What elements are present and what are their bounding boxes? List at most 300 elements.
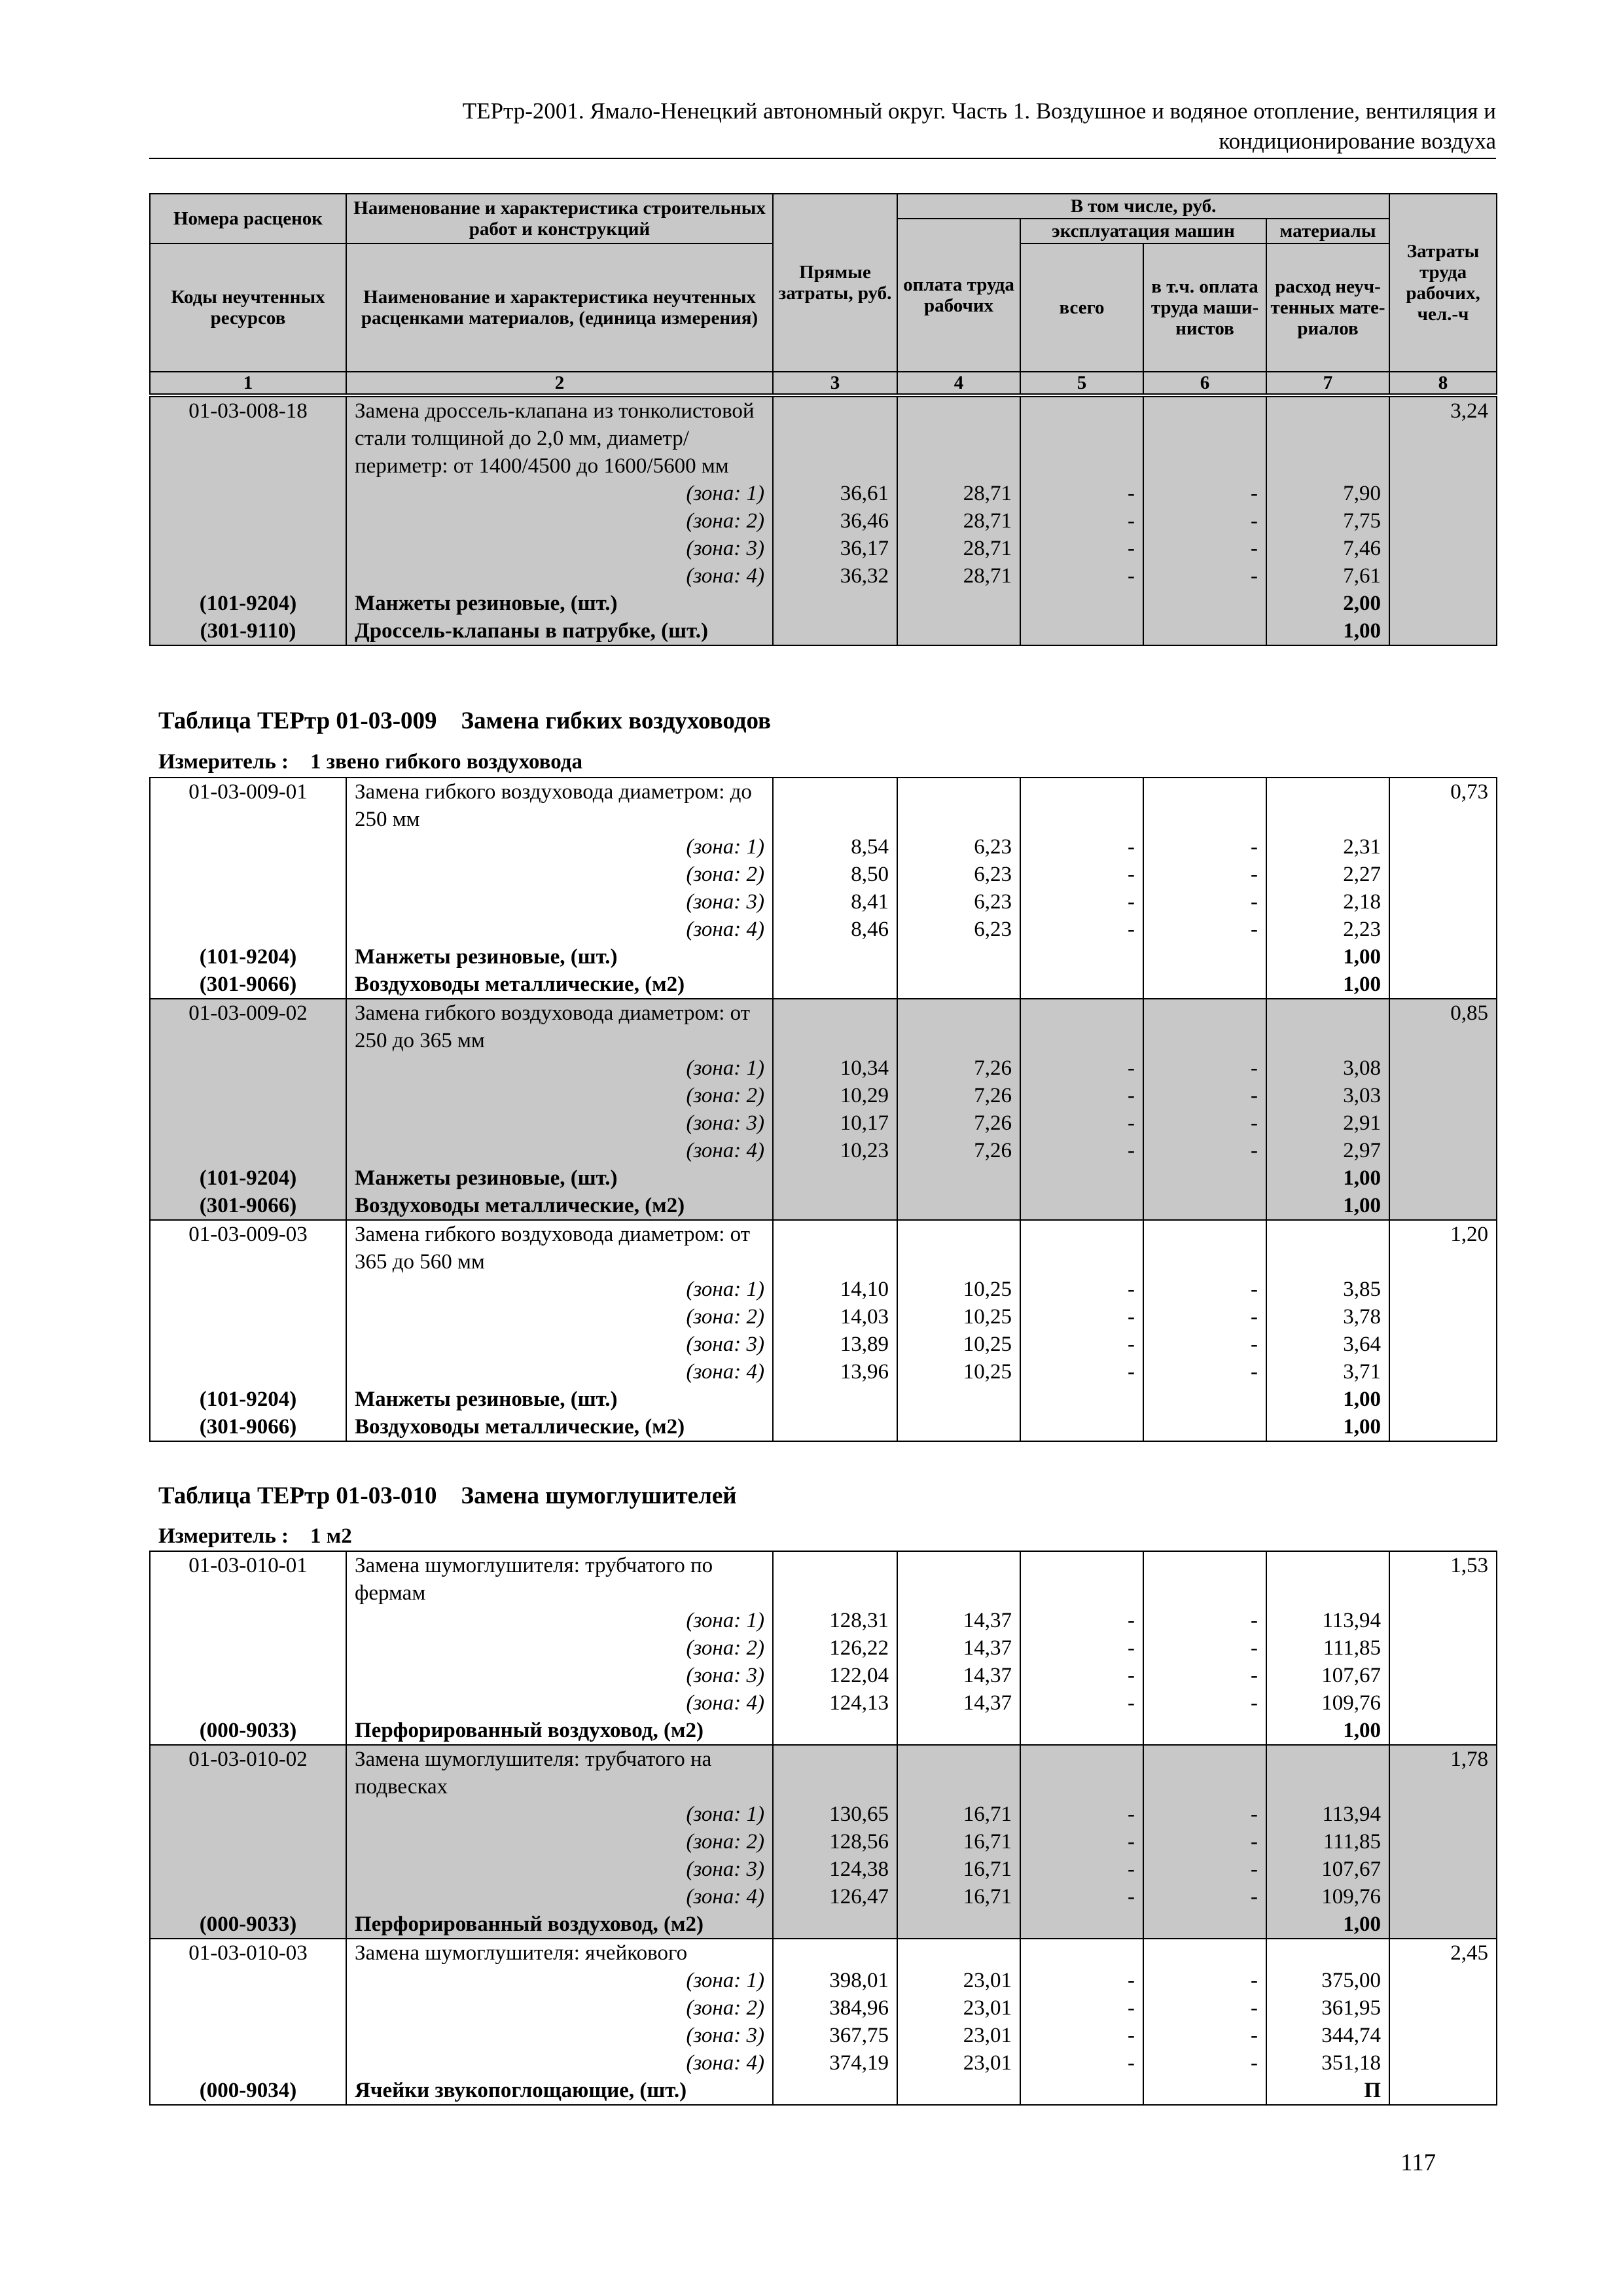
resource-code: (101-9204) [150, 590, 346, 617]
wage-cost: 10,25 [897, 1358, 1020, 1386]
resource-name: Манжеты резиновые, (шт.) [346, 1164, 773, 1192]
rate-code: 01-03-010-02 [150, 1745, 346, 1801]
empty-cell [1143, 943, 1266, 971]
empty-cell [1389, 1109, 1497, 1137]
empty-cell [1389, 1717, 1497, 1745]
resource-row [150, 971, 1497, 999]
empty-cell [1389, 1634, 1497, 1662]
resource-row [150, 1413, 1497, 1441]
resource-row [150, 590, 1497, 617]
empty-cell [1389, 1082, 1497, 1109]
resource-row [150, 617, 1497, 645]
empty-cell [1020, 1551, 1143, 1607]
unit-value: 1 м2 [310, 1524, 352, 1548]
machine-cost: - [1020, 1994, 1143, 2022]
machine-cost: - [1020, 1358, 1143, 1386]
materials-cost: 7,90 [1266, 480, 1389, 507]
resource-quantity: 1,00 [1266, 1413, 1389, 1441]
zone-label: (зона: 3) [346, 1109, 773, 1137]
wage-cost: 23,01 [897, 1994, 1020, 2022]
rate-title-row [150, 1220, 1497, 1276]
zone-row [150, 1358, 1497, 1386]
empty-cell [1389, 2049, 1497, 2077]
direct-cost: 8,46 [773, 916, 897, 943]
machinist-wage: - [1143, 861, 1266, 888]
zone-row [150, 861, 1497, 888]
direct-cost: 126,22 [773, 1634, 897, 1662]
empty-cell [150, 1689, 346, 1717]
machinist-wage: - [1143, 2049, 1266, 2077]
rates-table-01-03-010 [149, 1551, 1497, 2106]
column-number: 2 [346, 372, 773, 394]
materials-cost: 361,95 [1266, 1994, 1389, 2022]
machine-cost: - [1020, 1607, 1143, 1634]
zone-row [150, 1856, 1497, 1883]
empty-cell [897, 2077, 1020, 2105]
direct-cost: 124,38 [773, 1856, 897, 1883]
empty-cell [1389, 507, 1497, 535]
empty-cell [1389, 1689, 1497, 1717]
table-title-name: Замена гибких воздуховодов [461, 708, 772, 734]
wage-cost: 23,01 [897, 1967, 1020, 1994]
empty-cell [773, 999, 897, 1054]
wage-cost: 6,23 [897, 916, 1020, 943]
machine-cost: - [1020, 1856, 1143, 1883]
direct-cost: 128,31 [773, 1607, 897, 1634]
wage-cost: 16,71 [897, 1828, 1020, 1856]
empty-cell [773, 1745, 897, 1801]
zone-row [150, 1137, 1497, 1164]
materials-cost: 3,71 [1266, 1358, 1389, 1386]
header-rates-number: Номера расценок [150, 194, 346, 243]
wage-cost: 7,26 [897, 1054, 1020, 1082]
rate-code: 01-03-009-02 [150, 999, 346, 1054]
column-number: 3 [773, 372, 897, 394]
machine-cost: - [1020, 1634, 1143, 1662]
zone-row [150, 562, 1497, 590]
direct-cost: 128,56 [773, 1828, 897, 1856]
machinist-wage: - [1143, 1358, 1266, 1386]
machinist-wage: - [1143, 1607, 1266, 1634]
header-resource-codes: Коды неучтенных ресурсов [150, 243, 346, 372]
rate-title-row [150, 1551, 1497, 1607]
empty-cell [1020, 1910, 1143, 1939]
empty-cell [1389, 535, 1497, 562]
materials-cost: 7,46 [1266, 535, 1389, 562]
empty-cell [897, 1164, 1020, 1192]
direct-cost: 126,47 [773, 1883, 897, 1910]
direct-cost: 384,96 [773, 1994, 897, 2022]
resource-code: (000-9034) [150, 2077, 346, 2105]
work-description: Замена шумоглушителя: трубчатого на подвесках [346, 1745, 773, 1801]
resource-name: Воздуховоды металлические, (м2) [346, 971, 773, 999]
zone-row [150, 1607, 1497, 1634]
labor-cost: 2,45 [1389, 1939, 1497, 1967]
resource-code: (101-9204) [150, 1164, 346, 1192]
zone-label: (зона: 3) [346, 2022, 773, 2049]
direct-cost: 8,54 [773, 833, 897, 861]
machinist-wage: - [1143, 1137, 1266, 1164]
rate-code: 01-03-009-03 [150, 1220, 346, 1276]
wage-cost: 14,37 [897, 1634, 1020, 1662]
materials-cost: 109,76 [1266, 1883, 1389, 1910]
empty-cell [1389, 1413, 1497, 1441]
empty-cell [1143, 971, 1266, 999]
zone-label: (зона: 1) [346, 1054, 773, 1082]
rate-title-row [150, 999, 1497, 1054]
empty-cell [1143, 1910, 1266, 1939]
materials-cost: 3,85 [1266, 1276, 1389, 1303]
materials-cost: 375,00 [1266, 1967, 1389, 1994]
machine-cost: - [1020, 2022, 1143, 2049]
resource-name: Дроссель-клапаны в патрубке, (шт.) [346, 617, 773, 645]
direct-cost: 10,29 [773, 1082, 897, 1109]
machine-cost: - [1020, 1967, 1143, 1994]
rate-title-row [150, 1939, 1497, 1967]
empty-cell [897, 1939, 1020, 1967]
zone-row [150, 1662, 1497, 1689]
header-work-name: Наименование и характеристика строительных работ и конструкций [346, 194, 773, 243]
machinist-wage: - [1143, 888, 1266, 916]
machine-cost: - [1020, 507, 1143, 535]
empty-cell [1143, 1939, 1266, 1967]
direct-cost: 8,41 [773, 888, 897, 916]
empty-cell [1143, 397, 1266, 480]
empty-cell [773, 1939, 897, 1967]
direct-cost: 122,04 [773, 1662, 897, 1689]
empty-cell [1389, 1828, 1497, 1856]
empty-cell [773, 1164, 897, 1192]
zone-row [150, 833, 1497, 861]
header-rule [149, 158, 1496, 159]
zone-label: (зона: 2) [346, 1082, 773, 1109]
empty-cell [150, 2022, 346, 2049]
rate-title-row [150, 397, 1497, 480]
machine-cost: - [1020, 1303, 1143, 1331]
machinist-wage: - [1143, 916, 1266, 943]
column-number: 7 [1266, 372, 1389, 394]
work-description: Замена гибкого воздуховода диаметром: от 365 до 560 мм [346, 1220, 773, 1276]
zone-row [150, 1994, 1497, 2022]
empty-cell [1020, 1717, 1143, 1745]
machinist-wage: - [1143, 1634, 1266, 1662]
machinist-wage: - [1143, 535, 1266, 562]
wage-cost: 28,71 [897, 535, 1020, 562]
header-machinist-wages: в т.ч. оплата труда маши-нистов [1143, 243, 1266, 372]
zone-label: (зона: 1) [346, 833, 773, 861]
zone-label: (зона: 1) [346, 1607, 773, 1634]
resource-code: (301-9066) [150, 1413, 346, 1441]
materials-cost: 2,18 [1266, 888, 1389, 916]
materials-cost: 2,27 [1266, 861, 1389, 888]
empty-cell [150, 1994, 346, 2022]
empty-cell [1143, 1551, 1266, 1607]
machinist-wage: - [1143, 1994, 1266, 2022]
empty-cell [1143, 590, 1266, 617]
materials-cost: 3,03 [1266, 1082, 1389, 1109]
empty-cell [1143, 1164, 1266, 1192]
rate-code: 01-03-010-01 [150, 1551, 346, 1607]
resource-row [150, 1192, 1497, 1220]
zone-label: (зона: 4) [346, 562, 773, 590]
running-header-line-1: ТЕРтр-2001. Ямало-Ненецкий автономный округ. Часть 1. Воздушное и водяное отопление, вентиляция и [462, 98, 1496, 124]
wage-cost: 14,37 [897, 1607, 1020, 1634]
empty-cell [1389, 1054, 1497, 1082]
resource-row [150, 1386, 1497, 1413]
materials-cost: 109,76 [1266, 1689, 1389, 1717]
resource-code: (301-9066) [150, 1192, 346, 1220]
empty-cell [150, 1109, 346, 1137]
empty-cell [897, 999, 1020, 1054]
machinist-wage: - [1143, 833, 1266, 861]
measure-unit-01-03-009 [158, 748, 582, 776]
empty-cell [150, 1828, 346, 1856]
machinist-wage: - [1143, 1662, 1266, 1689]
column-number-row [150, 372, 1497, 394]
resource-quantity: 1,00 [1266, 1717, 1389, 1745]
empty-cell [1389, 971, 1497, 999]
measure-unit-01-03-010 [158, 1522, 352, 1550]
empty-cell [150, 1054, 346, 1082]
running-header-line-2: кондиционирование воздуха [1219, 128, 1496, 154]
machine-cost: - [1020, 1331, 1143, 1358]
resource-code: (000-9033) [150, 1910, 346, 1939]
zone-label: (зона: 1) [346, 1801, 773, 1828]
empty-cell [1020, 617, 1143, 645]
resource-row [150, 943, 1497, 971]
machinist-wage: - [1143, 2022, 1266, 2049]
empty-cell [897, 590, 1020, 617]
resource-code: (101-9204) [150, 943, 346, 971]
direct-cost: 14,10 [773, 1276, 897, 1303]
zone-label: (зона: 1) [346, 1967, 773, 1994]
unit-value: 1 звено гибкого воздуховода [310, 750, 582, 774]
empty-cell [1143, 1717, 1266, 1745]
empty-cell [1143, 617, 1266, 645]
resource-name: Манжеты резиновые, (шт.) [346, 590, 773, 617]
machine-cost: - [1020, 1689, 1143, 1717]
zone-row [150, 1883, 1497, 1910]
resource-quantity: 2,00 [1266, 590, 1389, 617]
machinist-wage: - [1143, 1303, 1266, 1331]
empty-cell [1389, 1994, 1497, 2022]
empty-cell [773, 1413, 897, 1441]
empty-cell [1020, 1939, 1143, 1967]
zone-label: (зона: 3) [346, 888, 773, 916]
table-title-code: Таблица ТЕРтр 01-03-010 [158, 1482, 437, 1509]
empty-cell [1020, 2077, 1143, 2105]
zone-label: (зона: 4) [346, 1689, 773, 1717]
materials-cost: 3,64 [1266, 1331, 1389, 1358]
table-title-code: Таблица ТЕРтр 01-03-009 [158, 708, 437, 734]
machine-cost: - [1020, 562, 1143, 590]
empty-cell [1143, 1386, 1266, 1413]
empty-cell [1266, 1745, 1389, 1801]
work-description: Замена гибкого воздуховода диаметром: от 250 до 365 мм [346, 999, 773, 1054]
labor-cost: 1,20 [1389, 1220, 1497, 1276]
empty-cell [1020, 1164, 1143, 1192]
resource-name: Перфорированный воздуховод, (м2) [346, 1717, 773, 1745]
empty-cell [773, 2077, 897, 2105]
empty-cell [1389, 1856, 1497, 1883]
zone-label: (зона: 4) [346, 2049, 773, 2077]
empty-cell [1389, 1910, 1497, 1939]
empty-cell [1389, 1358, 1497, 1386]
column-header-table [149, 193, 1497, 395]
machine-cost: - [1020, 1054, 1143, 1082]
empty-cell [897, 1220, 1020, 1276]
machinist-wage: - [1143, 480, 1266, 507]
resource-code: (000-9033) [150, 1717, 346, 1745]
empty-cell [1143, 778, 1266, 833]
empty-cell [1266, 778, 1389, 833]
empty-cell [1389, 1303, 1497, 1331]
empty-cell [773, 1220, 897, 1276]
rates-table-01-03-008 [149, 396, 1497, 646]
empty-cell [1266, 1551, 1389, 1607]
empty-cell [1143, 999, 1266, 1054]
empty-cell [773, 590, 897, 617]
empty-cell [773, 1386, 897, 1413]
work-description: Замена гибкого воздуховода диаметром: до 250 мм [346, 778, 773, 833]
machine-cost: - [1020, 480, 1143, 507]
empty-cell [1389, 1883, 1497, 1910]
materials-cost: 113,94 [1266, 1801, 1389, 1828]
machinist-wage: - [1143, 1801, 1266, 1828]
resource-code: (101-9204) [150, 1386, 346, 1413]
empty-cell [1389, 1662, 1497, 1689]
direct-cost: 398,01 [773, 1967, 897, 1994]
machinist-wage: - [1143, 1828, 1266, 1856]
empty-cell [1389, 1967, 1497, 1994]
empty-cell [773, 1717, 897, 1745]
empty-cell [1143, 1220, 1266, 1276]
zone-label: (зона: 2) [346, 1634, 773, 1662]
machine-cost: - [1020, 861, 1143, 888]
zone-row [150, 1634, 1497, 1662]
materials-cost: 2,97 [1266, 1137, 1389, 1164]
empty-cell [1020, 1220, 1143, 1276]
direct-cost: 10,17 [773, 1109, 897, 1137]
rate-code: 01-03-009-01 [150, 778, 346, 833]
empty-cell [897, 617, 1020, 645]
empty-cell [1389, 1276, 1497, 1303]
wage-cost: 23,01 [897, 2022, 1020, 2049]
empty-cell [773, 971, 897, 999]
direct-cost: 367,75 [773, 2022, 897, 2049]
empty-cell [150, 535, 346, 562]
empty-cell [150, 1276, 346, 1303]
wage-cost: 28,71 [897, 507, 1020, 535]
empty-cell [1266, 1220, 1389, 1276]
empty-cell [150, 861, 346, 888]
empty-cell [1389, 833, 1497, 861]
empty-cell [1143, 2077, 1266, 2105]
empty-cell [1389, 1801, 1497, 1828]
direct-cost: 36,17 [773, 535, 897, 562]
resource-quantity: 1,00 [1266, 971, 1389, 999]
rate-code: 01-03-008-18 [150, 397, 346, 480]
materials-cost: 2,23 [1266, 916, 1389, 943]
empty-cell [150, 916, 346, 943]
machine-cost: - [1020, 1828, 1143, 1856]
header-including: В том числе, руб. [897, 194, 1389, 219]
empty-cell [773, 397, 897, 480]
empty-cell [1389, 562, 1497, 590]
resource-row [150, 1910, 1497, 1939]
unit-label: Измеритель : [158, 750, 289, 774]
wage-cost: 6,23 [897, 861, 1020, 888]
direct-cost: 36,46 [773, 507, 897, 535]
wage-cost: 16,71 [897, 1801, 1020, 1828]
resource-quantity: 1,00 [1266, 1386, 1389, 1413]
machine-cost: - [1020, 1883, 1143, 1910]
empty-cell [1389, 1386, 1497, 1413]
empty-cell [897, 1386, 1020, 1413]
direct-cost: 10,23 [773, 1137, 897, 1164]
resource-code: (301-9110) [150, 617, 346, 645]
zone-row [150, 1801, 1497, 1828]
wage-cost: 6,23 [897, 833, 1020, 861]
empty-cell [150, 1801, 346, 1828]
empty-cell [1389, 943, 1497, 971]
direct-cost: 124,13 [773, 1689, 897, 1717]
rate-title-row [150, 1745, 1497, 1801]
machine-cost: - [1020, 1801, 1143, 1828]
direct-cost: 36,61 [773, 480, 897, 507]
empty-cell [1020, 1192, 1143, 1220]
zone-row [150, 1082, 1497, 1109]
zone-label: (зона: 2) [346, 1828, 773, 1856]
machinist-wage: - [1143, 1883, 1266, 1910]
machinist-wage: - [1143, 507, 1266, 535]
work-description: Замена шумоглушителя: трубчатого по фермам [346, 1551, 773, 1607]
machinist-wage: - [1143, 1276, 1266, 1303]
empty-cell [1389, 1164, 1497, 1192]
empty-cell [773, 617, 897, 645]
zone-label: (зона: 1) [346, 480, 773, 507]
machine-cost: - [1020, 888, 1143, 916]
empty-cell [1266, 999, 1389, 1054]
empty-cell [150, 1883, 346, 1910]
direct-cost: 10,34 [773, 1054, 897, 1082]
empty-cell [1389, 916, 1497, 943]
direct-cost: 8,50 [773, 861, 897, 888]
rates-table-01-03-009 [149, 777, 1497, 1442]
resource-code: (301-9066) [150, 971, 346, 999]
empty-cell [1020, 999, 1143, 1054]
wage-cost: 23,01 [897, 2049, 1020, 2077]
machinist-wage: - [1143, 1967, 1266, 1994]
materials-cost: 351,18 [1266, 2049, 1389, 2077]
wage-cost: 14,37 [897, 1662, 1020, 1689]
materials-cost: 7,75 [1266, 507, 1389, 535]
direct-cost: 130,65 [773, 1801, 897, 1828]
empty-cell [773, 1910, 897, 1939]
resource-quantity: 1,00 [1266, 1164, 1389, 1192]
zone-row [150, 2049, 1497, 2077]
empty-cell [150, 1634, 346, 1662]
resource-name: Воздуховоды металлические, (м2) [346, 1413, 773, 1441]
empty-cell [1389, 480, 1497, 507]
machine-cost: - [1020, 833, 1143, 861]
wage-cost: 10,25 [897, 1276, 1020, 1303]
resource-name: Воздуховоды металлические, (м2) [346, 1192, 773, 1220]
empty-cell [150, 507, 346, 535]
empty-cell [150, 2049, 346, 2077]
zone-label: (зона: 2) [346, 507, 773, 535]
header-labor-costs: Затраты труда рабочих, чел.-ч [1389, 194, 1497, 372]
